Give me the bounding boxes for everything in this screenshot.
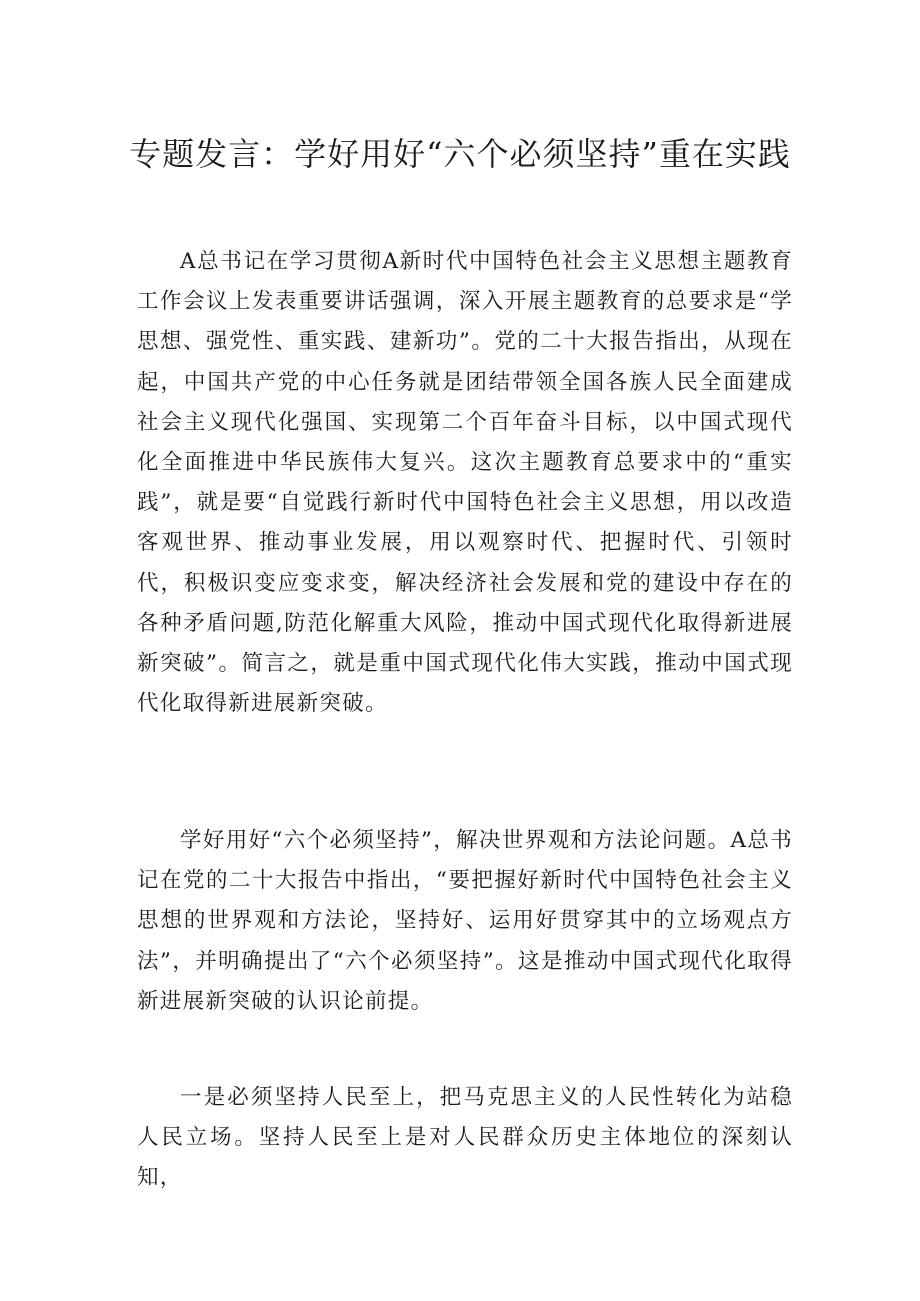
body-paragraph: A总书记在学习贯彻A新时代中国特色社会主义思想主题教育工作会议上发表重要讲话强调，深入开展主题教育的总要求是“学思想、强党性、重实践、建新功”。党的二十大报告指出，从现在起，中国共产党的中心任务就是团结带领全国各族人民全面建成社会主义现代化强国、实现第二个百年奋斗目标，以中国式现代化全面推进中华民族伟大复兴。这次主题教育总要求中的“重实践”，就是要“自觉践行新时代中国特色社会主义思想，用以改造客观世界、推动事业发展，用以观察时代、把握时代、引领时代，积极识变应变求变，解决经济社会发展和党的建设中存在的各种矛盾问题,防范化解重大风险，推动中国式现代化取得新进展新突破”。简言之，就是重中国式现代化伟大实践，推动中国式现代化取得新进展新突破。 <box>137 249 793 717</box>
body-paragraph: 学好用好“六个必须坚持”，解决世界观和方法论问题。A总书记在党的二十大报告中指出，“要把握好新时代中国特色社会主义思想的世界观和方法论，坚持好、运用好贯穿其中的立场观点方法”，并明确提出了“六个必须坚持”。这是推动中国式现代化取得新进展新突破的认识论前提。 <box>137 828 793 1014</box>
body-paragraph: 一是必须坚持人民至上，把马克思主义的人民性转化为站稳人民立场。坚持人民至上是对人民群众历史主体地位的深刻认知， <box>137 1085 793 1191</box>
document-title: 专题发言：学好用好“六个必须坚持”重在实践 <box>129 135 791 173</box>
